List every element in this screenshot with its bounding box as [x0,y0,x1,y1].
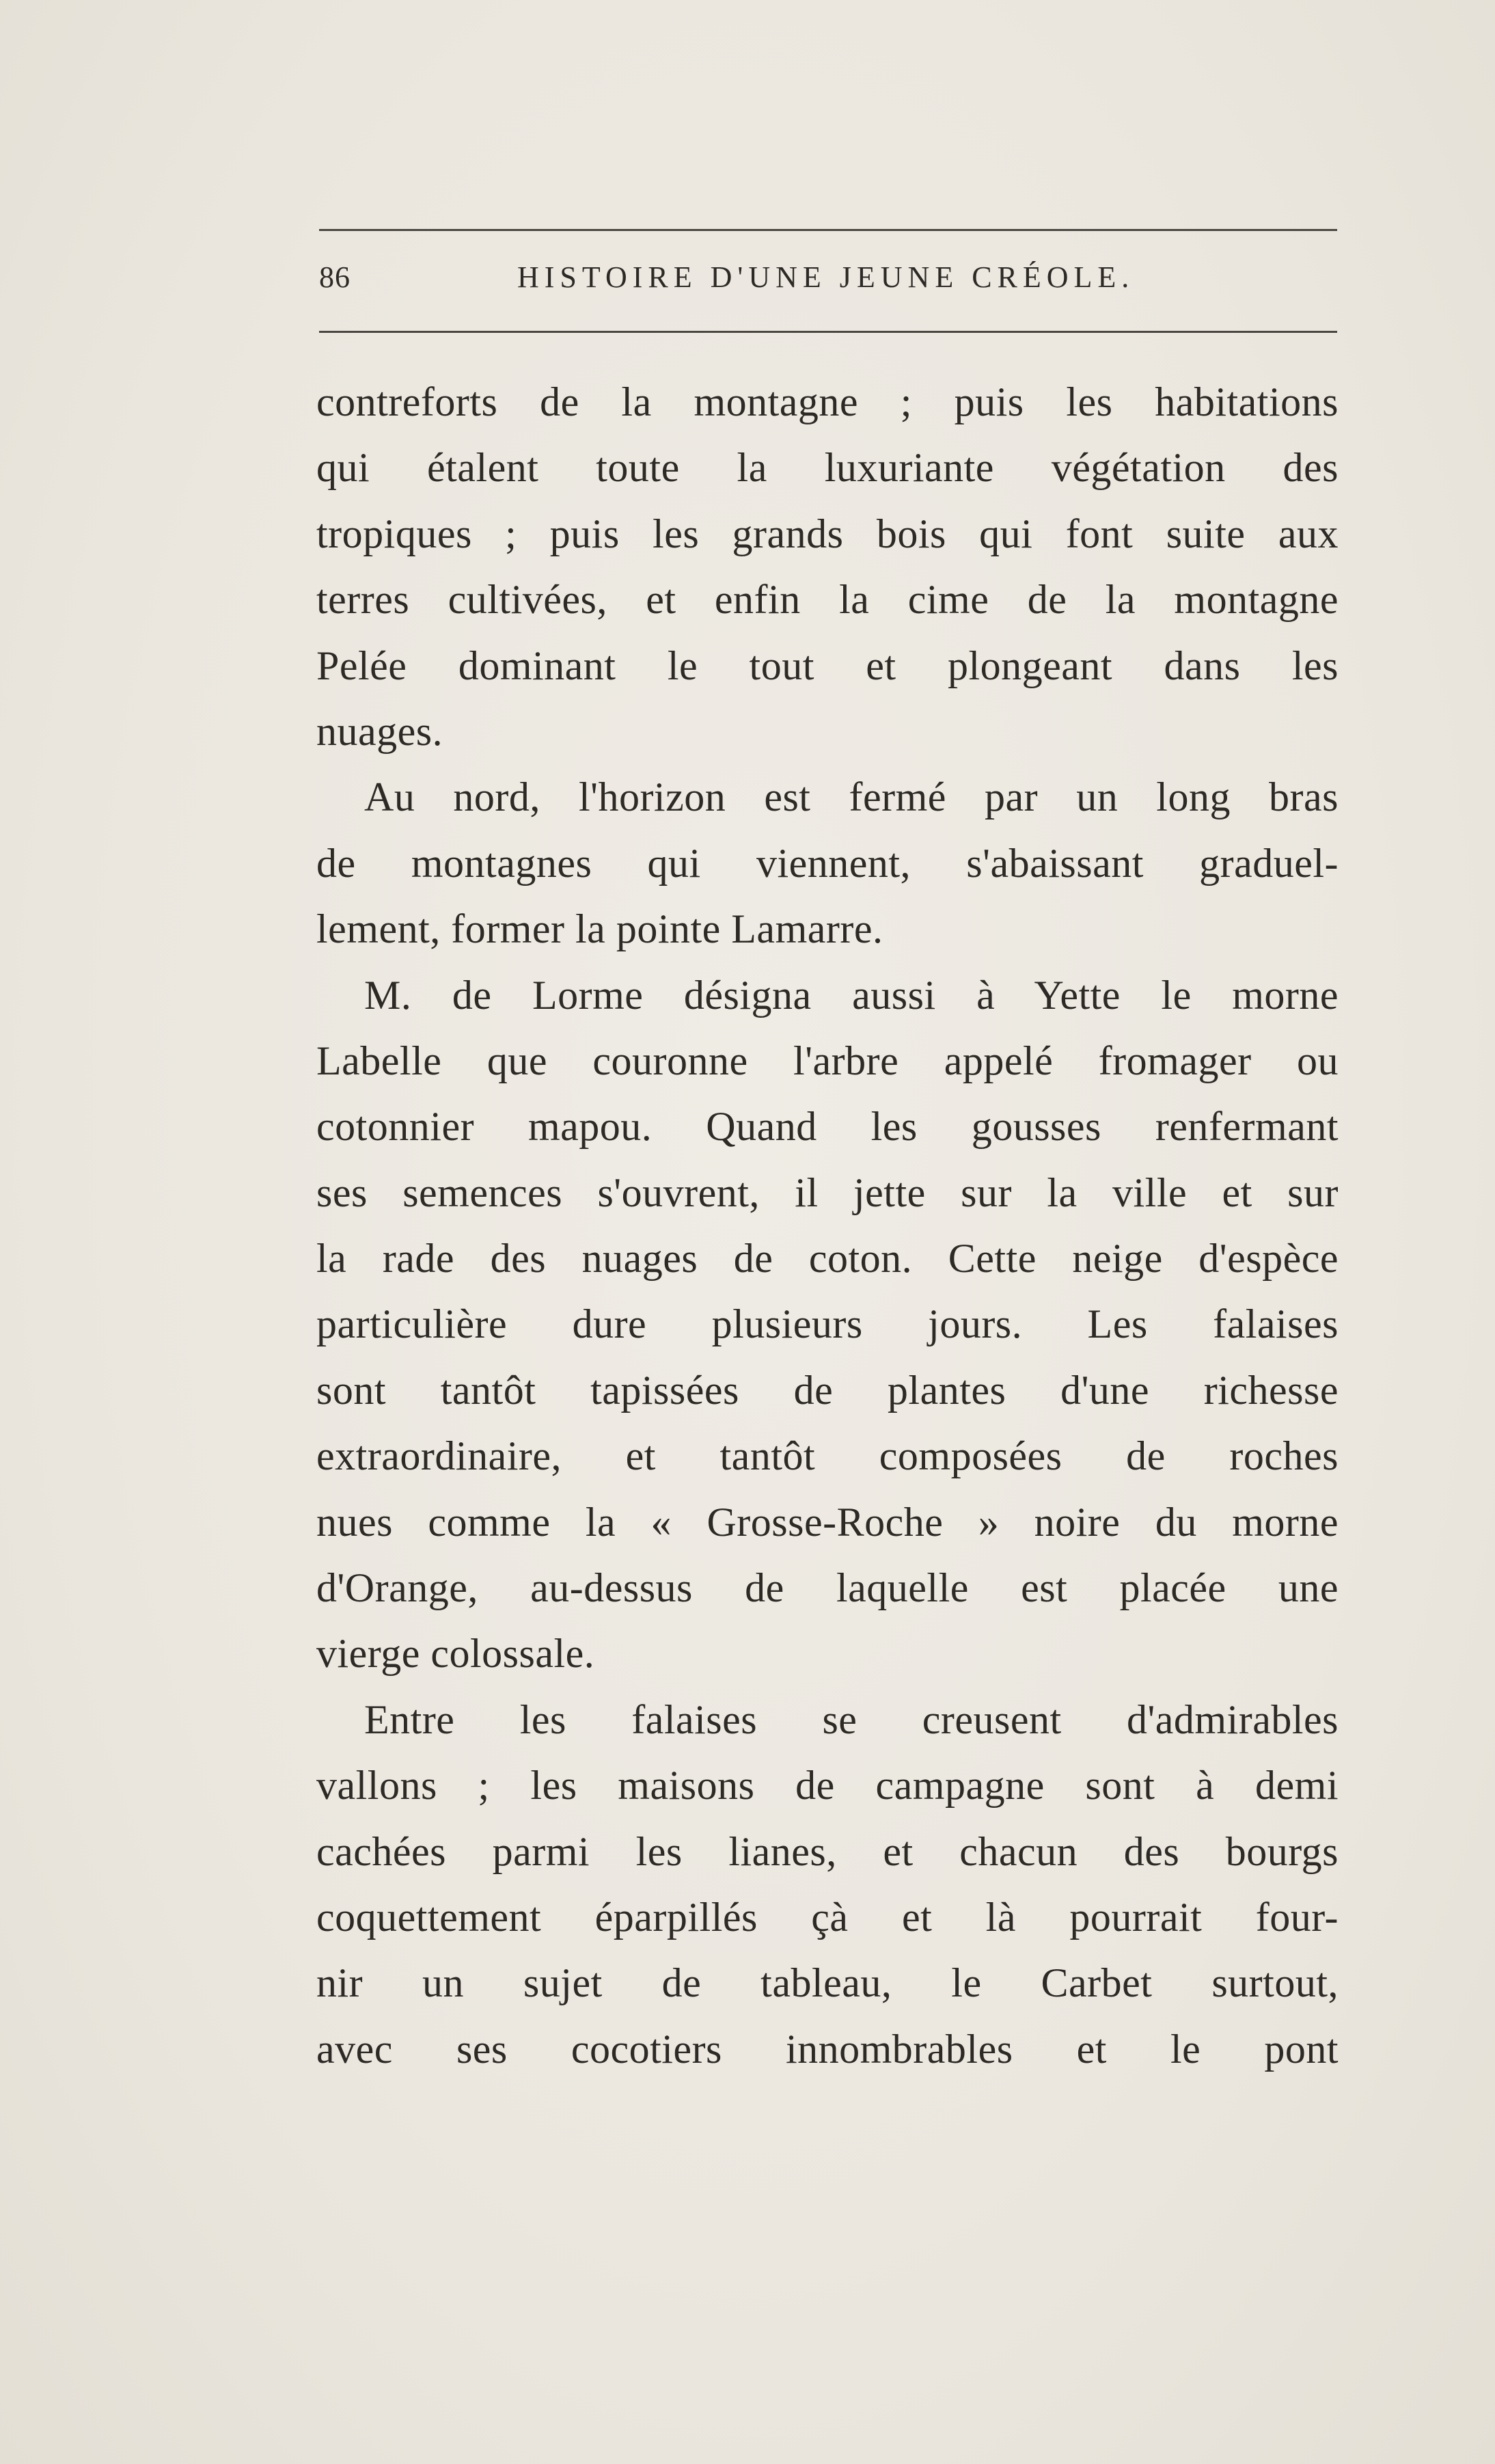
text-line: sont tantôt tapissées de plantes d'une richesse [316,1367,1339,1413]
text-line: vallons ; les maisons de campagne sont à demi [316,1763,1339,1809]
text-line: Pelée dominant le tout et plongeant dans les [316,642,1339,688]
page-number: 86 [319,260,351,294]
text-line: nuages. [316,708,443,754]
text-line: extraordinaire, et tantôt composées de roches [316,1433,1339,1479]
text-line: lement, former la pointe Lamarre. [316,906,883,952]
text-line: vierge colossale. [316,1631,595,1677]
text-line: d'Orange, au-dessus de laquelle est placée une [316,1565,1339,1611]
running-title: HISTOIRE D'UNE JEUNE CRÉOLE. [517,260,1135,294]
text-line: coquettement éparpillés çà et là pourrait four- [316,1894,1339,1940]
running-header [319,260,1337,308]
text-line: contreforts de la montagne ; puis les habitations [316,379,1339,424]
text-line: Labelle que couronne l'arbre appelé fromager ou [316,1038,1339,1083]
text-line: Au nord, l'horizon est fermé par un long bras [364,774,1339,820]
header-bottom-rule [319,331,1337,333]
text-line: Entre les falaises se creusent d'admirables [364,1696,1339,1742]
text-line: cotonnier mapou. Quand les gousses renfermant [316,1104,1339,1150]
text-line: la rade des nuages de coton. Cette neige d'espèce [316,1236,1339,1282]
text-line: tropiques ; puis les grands bois qui font suite aux [316,511,1339,556]
text-line: nir un sujet de tableau, le Carbet surtout, [316,1960,1339,2006]
body-text [316,369,1339,2082]
text-line: M. de Lorme désigna aussi à Yette le morne [364,972,1339,1018]
text-line: avec ses cocotiers innombrables et le pont [316,2026,1339,2072]
text-line: qui étalent toute la luxuriante végétation des [316,445,1339,491]
text-line: particulière dure plusieurs jours. Les falaises [316,1301,1339,1347]
text-line: ses semences s'ouvrent, il jette sur la ville et sur [316,1169,1339,1215]
header-top-rule [319,229,1337,231]
text-line: nues comme la « Grosse-Roche » noire du morne [316,1499,1339,1545]
text-line: de montagnes qui viennent, s'abaissant graduel- [316,840,1339,886]
text-line: cachées parmi les lianes, et chacun des bourgs [316,1828,1339,1874]
text-line: terres cultivées, et enfin la cime de la montagne [316,577,1339,623]
